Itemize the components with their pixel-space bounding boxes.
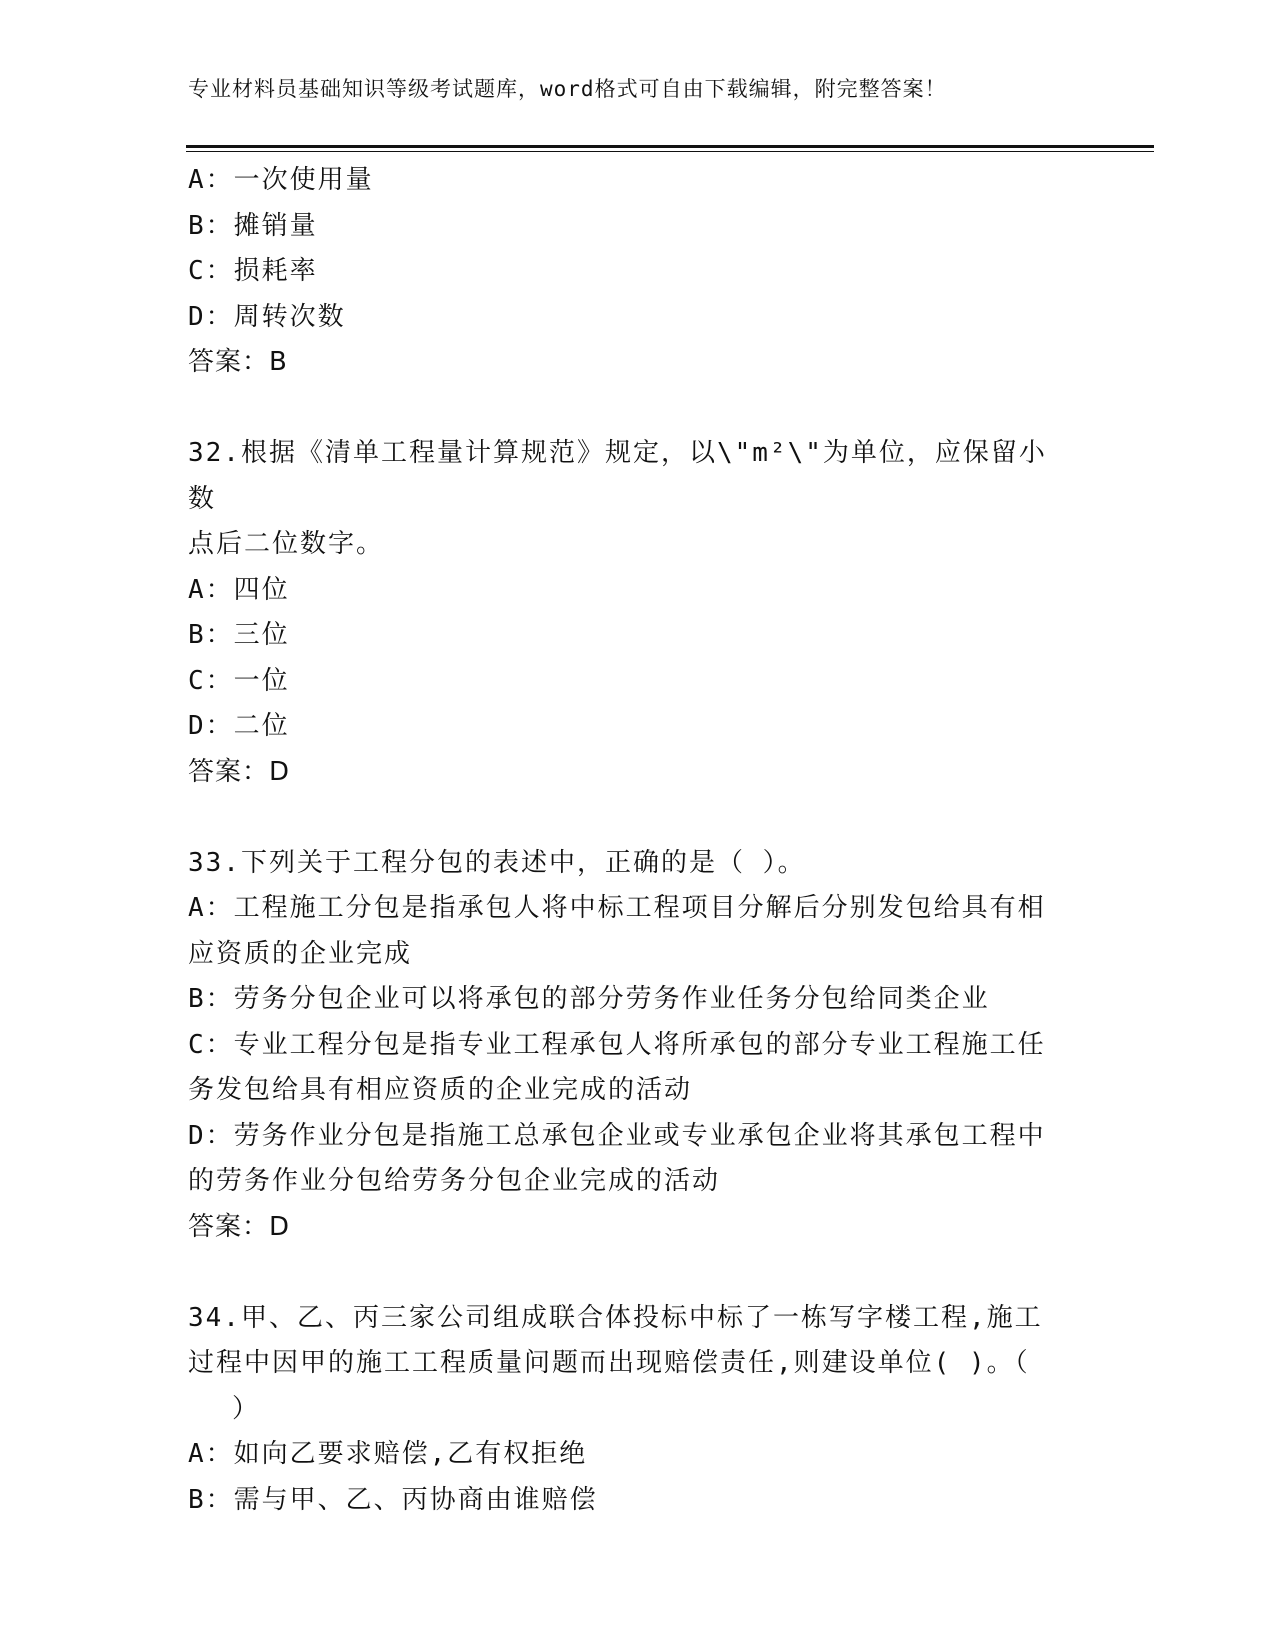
q33-option-c-line-1: C：专业工程分包是指专业工程承包人将所承包的部分专业工程施工任	[188, 1029, 1046, 1060]
q33-option-d-line-2: 的劳务作业分包给劳务分包企业完成的活动	[188, 1166, 721, 1196]
header-rule-thick	[186, 145, 1154, 148]
q32-option-d: D：二位	[188, 711, 290, 741]
q32-option-a: A：四位	[188, 574, 290, 605]
q34-stem-line-3: ）	[232, 1393, 261, 1424]
q33-option-a-line-1: A：工程施工分包是指承包人将中标工程项目分解后分别发包给具有相	[188, 893, 1046, 923]
q34-stem-line-2: 过程中因甲的施工工程质量问题而出现赔偿责任,则建设单位( )。（	[188, 1348, 1030, 1378]
q34-option-b: B：需与甲、乙、丙协商由谁赔偿	[188, 1484, 598, 1515]
q33-option-c-line-2: 务发包给具有相应资质的企业完成的活动	[188, 1075, 693, 1105]
q32-option-c: C：一位	[188, 665, 290, 696]
q32-stem-line-1: 32.根据《清单工程量计算规范》规定，以\"m²\"为单位，应保留小数	[188, 438, 1047, 514]
q33-option-d-line-1: D：劳务作业分包是指施工总承包企业或专业承包企业将其承包工程中	[188, 1120, 1046, 1151]
q31-option-a: A：一次使用量	[188, 165, 374, 195]
q33-option-a-line-2: 应资质的企业完成	[188, 938, 413, 969]
spacer	[188, 386, 1068, 432]
q31-option-b: B：摊销量	[188, 210, 318, 241]
q31-option-c: C：损耗率	[188, 256, 318, 286]
document-body	[188, 158, 1068, 1523]
q33-option-b: B：劳务分包企业可以将承包的部分劳务作业任务分包给同类企业	[188, 984, 990, 1014]
q32-answer: 答案：D	[188, 756, 291, 787]
page-header: 专业材料员基础知识等级考试题库，word格式可自由下载编辑，附完整答案！	[188, 77, 947, 101]
spacer	[188, 1250, 1068, 1296]
q32-option-b: B：三位	[188, 620, 290, 650]
q34-stem-line-1: 34.甲、乙、丙三家公司组成联合体投标中标了一栋写字楼工程,施工	[188, 1302, 1043, 1333]
q33-stem: 33.下列关于工程分包的表述中，正确的是（ ）。	[188, 847, 806, 878]
spacer	[188, 795, 1068, 841]
q31-option-d: D：周转次数	[188, 301, 346, 332]
q33-answer: 答案：D	[188, 1211, 291, 1242]
q34-option-a: A：如向乙要求赔偿,乙有权拒绝	[188, 1439, 588, 1469]
q32-stem-line-2: 点后二位数字。	[188, 529, 385, 559]
q31-answer: 答案：B	[188, 347, 288, 377]
header-rule-thin	[186, 151, 1154, 152]
